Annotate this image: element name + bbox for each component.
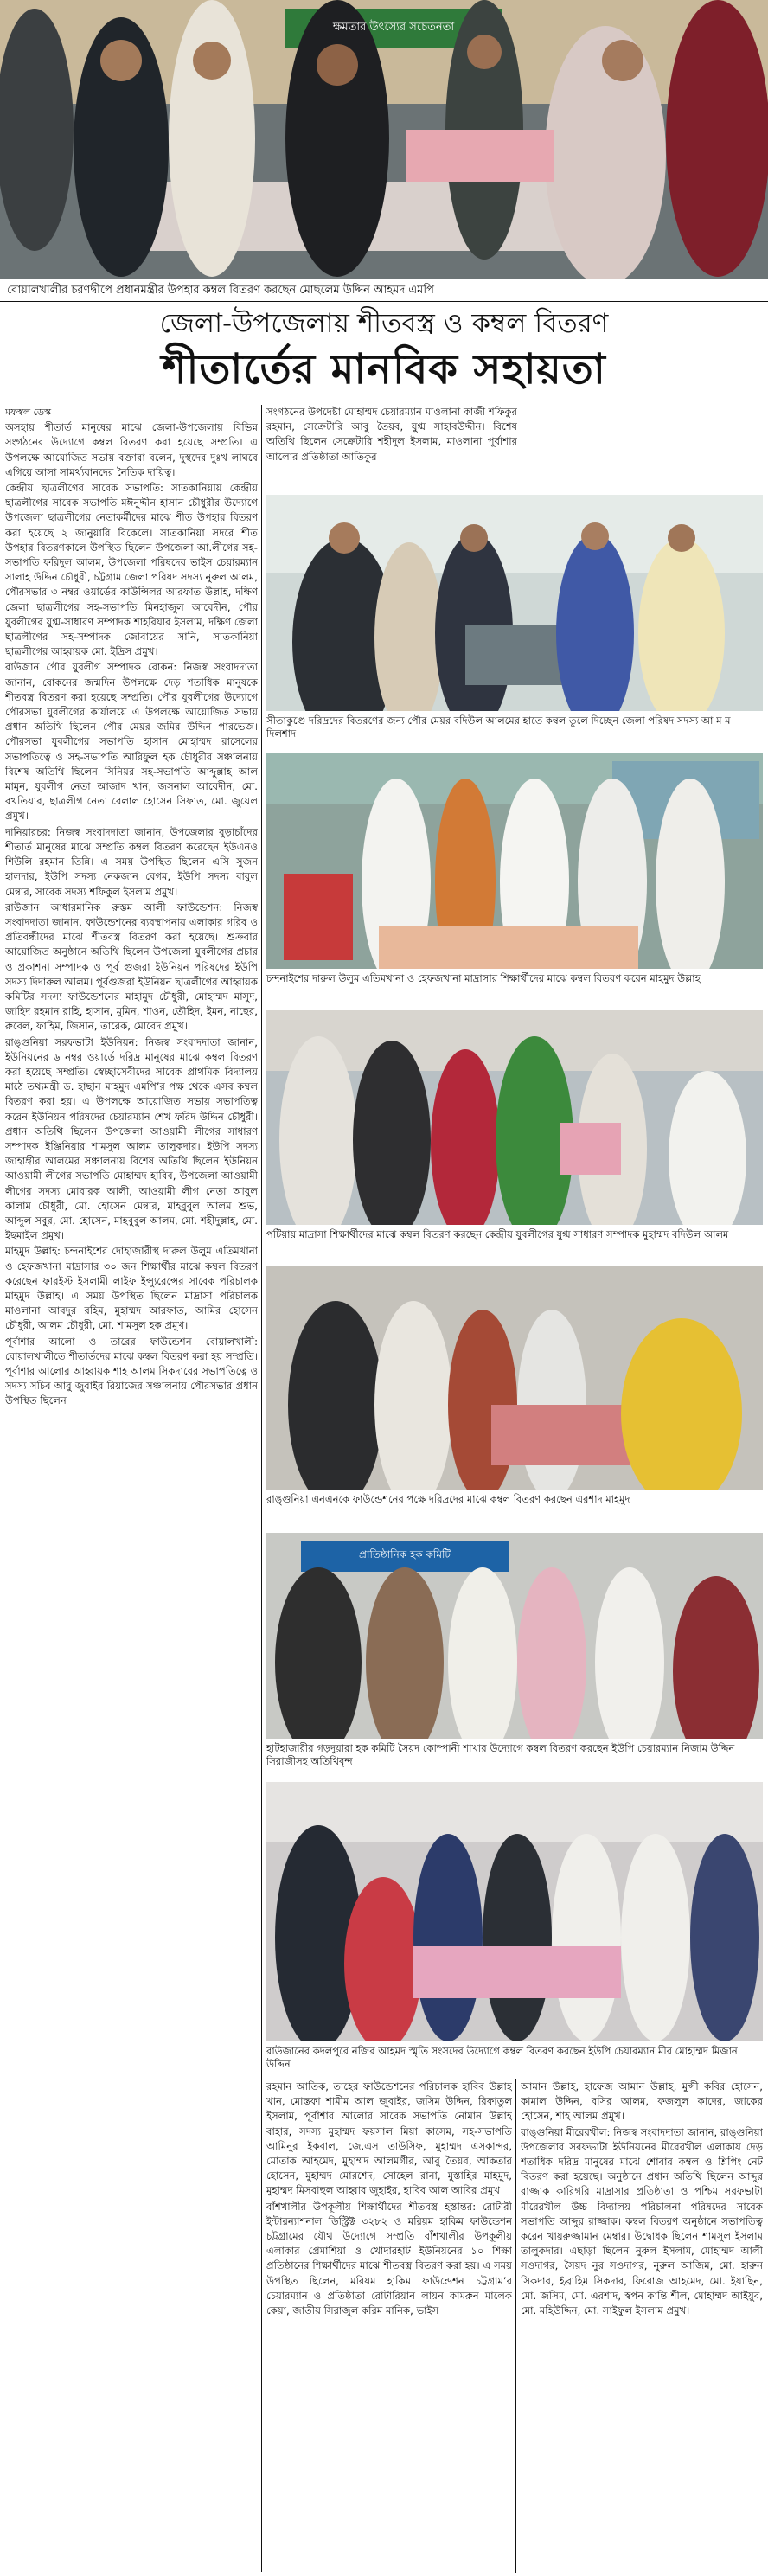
photo-3	[266, 1010, 763, 1225]
divider	[0, 301, 768, 302]
desk-label: মফস্বল ডেস্ক	[5, 407, 52, 418]
paragraph: সংগঠনের উপদেষ্টা মোহাম্মদ চেয়ারম্যান মাওলানা কাজী শফিকুর রহমান, সেক্রেটারি আবু তৈয়ব, যুগ্ম সাহাবউদ্দীন। বিশেষ অতিথি ছিলেন সেক্রেটারি শহীদুল ইসলাম, মাওলানা পূর্বাশার আলোর প্রতিষ্ঠাতা আতিকুর	[266, 406, 517, 463]
paragraph: পূর্বাশার আলো ও তারের ফাউন্ডেশন বোয়ালখালী: বোয়ালখালীতে শীতার্তদের মাঝে কম্বল বিতরণ করা হয় সম্প্রতি। পূর্বাশার আলোর আহ্বায়ক শাহ আলম সিকদারের সভাপতিত্বে ও সদস্য সচিব আবু জুবাইর রিয়াজের সঞ্চালনায় পৌরসভার প্রধান উপস্থিত ছিলেন	[5, 1335, 258, 1407]
kicker: জেলা-উপজেলায় শীতবস্ত্র ও কম্বল বিতরণ	[159, 308, 609, 339]
photo-6	[266, 1782, 763, 2041]
column-3-bottom	[521, 2079, 763, 2573]
paragraph: রহমান আতিক, তাহের ফাউন্ডেশনের পরিচালক হাবিব উল্লাহ খান, মোস্তফা শামীম আল জুবাইর, জসিম উদ্দিন, রিফাতুল ইসলাম, পূর্বাশার আলোর সাবেক সভাপতি নোমান উল্লাহ বাহার, সদস্য মুহাম্মদ ফয়সাল মিয়া কাসেম, সহ-সভাপতি আমিনুর ইকবাল, জে.এস তাউসিফ, মুহাম্মদ এসকান্দর, মোতাক আহমেদ, মুহাম্মদ আলমগীর, আবু তৈয়ব, আকতার হোসেন, মুহাম্মদ মোরশেদ, সোহেল রানা, মুস্তাহির মাহমুদ, মুহাম্মদ মিসবাহুল আহ্বাব জুহাইর, হাবিব আল আবির প্রমুখ।	[266, 2080, 512, 2197]
column-2-bottom	[266, 2079, 512, 2573]
top-photo-caption: বোয়ালখালীর চরণদ্বীপে প্রধানমন্ত্রীর উপহার কম্বল বিতরণ করছেন মোছলেম উদ্দিন আহমদ এমপি	[7, 284, 434, 297]
photo-1	[266, 495, 763, 711]
paragraph: বাঁশখালীর উপকূলীয় শিক্ষার্থীদের শীতবস্ত্র হস্তান্তর: রোটারী ইন্টারন্যাশনাল ডিস্ট্রিক্ট ৩২৮২ ও মরিয়ম হাকিম ফাউন্ডেশন চট্টগ্রামের যৌথ উদ্যোগে সম্প্রতি বাঁশখালীর উপকূলীয় এলাকার প্রেমাশিয়া ও খোদারহাট ইউনিয়নের ১০ শিক্ষা প্রতিষ্ঠানের শিক্ষার্থীদের মাঝে শীতবস্ত্র বিতরণ করা হয়। এ সময় উপস্থিত ছিলেন, মরিয়ম হাকিম ফাউন্ডেশন চট্টগ্রাম’র চেয়ারম্যান ও প্রতিষ্ঠাতা রোটারিয়ান লায়ন কামরুন মালেক কেয়া, জাতীয় সিরাজুল করিম মানিক, ভাইস	[266, 2200, 512, 2317]
column-1	[5, 405, 258, 2572]
photo-4	[266, 1266, 763, 1490]
top-photo	[0, 0, 768, 279]
column-divider	[261, 405, 262, 2572]
paragraph: রাঙ্গুনিয়া মীরেরখীল: নিজস্ব সংবাদদাতা জানান, রাঙ্গুনিয়া উপজেলার সরফভাটা ইউনিয়নের মীরেরখীল এলাকায় দেড় শতাধিক দরিদ্র মানুষের মাঝে শোবার কম্বল ও শ্লিপিং নেট বিতরণ করা হয়েছে। অনুষ্ঠানে প্রধান অতিথি ছিলেন আব্দুর রাজ্জাক কারিগরি মাদ্রাসার প্রতিষ্ঠাতা ও পশ্চিম সরফভাটা মীরেরখীল উচ্চ বিদ্যালয় পরিচালনা পরিষদের সাবেক সভাপতি আব্দুর রাজ্জাক। কম্বল বিতরণ অনুষ্ঠানে সভাপতিত্ব করেন খায়রুজ্জামান মেম্বার। উদ্বোধক ছিলেন শামসুল ইসলাম তালুকদার। এছাড়া ছিলেন নুরুল ইসলাম, মোহাম্মদ আলী সওদাগর, সৈয়দ নুর সওদাগর, নুরুল আজিম, মো. হারুন সিকদার, ইব্রাহিম সিকদার, ফিরোজ আহমেদ, মো. ইয়াছিন, মো. জসিম, মো. এরশাদ, স্বপন কান্তি শীল, মোহাম্মদ আইয়ুব, মো. মহিউদ্দিন, মো. সাইফুল ইসলাম প্রমুখ।	[521, 2125, 763, 2317]
photo-4-caption: রাঙ্গুনিয়া এনএনকে ফাউন্ডেশনের পক্ষে দরিদ্রদের মাঝে কম্বল বিতরণ করছেন এরশাদ মাহমুদ	[266, 1493, 630, 1505]
paragraph: মাহমুদ উল্লাহ: চন্দনাইশের দোহাজারীস্থ দারুল উলুম এতিমখানা ও হেফজখানা মাদ্রাসার ৩০ জন শিক্ষার্থীর মাঝে কম্বল বিতরণ করেছেন ফারইস্ট ইসলামী লাইফ ইন্স্যুরেন্সের সাবেক পরিচালক মাহমুদ উল্লাহ। এ সময় উপস্থিত ছিলেন মাদ্রাসা পরিচালক মাওলানা আবদুর রহিম, মুহাম্মদ আরফাত, আমির হোসেন চৌধুরী, আলম চৌধুরী, মো. শামসুল হক প্রমুখ।	[5, 1245, 258, 1332]
paragraph: অসহায় শীতার্ত মানুষের মাঝে জেলা-উপজেলায় বিভিন্ন সংগঠনের উদ্যোগে কম্বল বিতরণ করা হয়েছে সম্প্রতি। এ উপলক্ষে আয়োজিত সভায় বক্তারা বলেন, দুস্থদের দুঃখ লাঘবে এগিয়ে আসা সামর্থ্যবানদের নৈতিক দায়িত্ব।	[5, 421, 258, 478]
photo-6-caption: রাউজানের কদলপুরে নজির আহমদ স্মৃতি সংসদের উদ্যোগে কম্বল বিতরণ করছেন ইউপি চেয়ারম্যান মীর মোহাম্মদ মিজান উদ্দিন	[266, 2045, 738, 2070]
photo-2	[266, 753, 763, 969]
paragraph: রাঙ্গুনিয়া সরফভাটা ইউনিয়ন: নিজস্ব সংবাদদাতা জানান, ইউনিয়নের ৬ নম্বর ওয়ার্ডে দরিদ্র মানুষের মাঝে কম্বল বিতরণ করা হয়েছে সম্প্রতি। স্বেচ্ছাসেবীদের সাবেক প্রাথমিক বিদ্যালয় মাঠে তথ্যমন্ত্রী ড. হাছান মাহমুদ এমপি’র পক্ষ থেকে এসব কম্বল বিতরণ করা হয়। এ উপলক্ষে আয়োজিত সভায় সভাপতিত্ব করেন ইউনিয়ন পরিষদের চেয়ারম্যান শেখ ফরিদ উদ্দিন চৌধুরী। প্রধান অতিথি ছিলেন উপজেলা আওয়ামী লীগের সাধারণ সম্পাদক ইঞ্জিনিয়ার শামসুল আলম তালুকদার। ইউপি সদস্য জাহাঙ্গীর আলমের সঞ্চালনায় বিশেষ অতিথি ছিলেন ইউনিয়ন আওয়ামী লীগের সভাপতি মোহাম্মদ হাবিব, উপজেলা আওয়ামী লীগের সদস্য মোবারক আলী, আওয়ামী লীগ নেতা আবুল কালাম চৌধুরী, মো. হোসেন মেম্বার, মাহবুবুল আলম শুভ, আব্দুল সবুর, মো. হোসেন, মাহবুবুল আলম, মো. শহীদুল্লাহ, মো. ইছমাইল প্রমুখ।	[5, 1035, 258, 1242]
photo-5	[266, 1533, 763, 1739]
column-3-top	[522, 405, 763, 491]
column-2-top	[266, 405, 517, 491]
photo-2-caption: চন্দনাইশের দারুল উলুম এতিমখানা ও হেফজখানা মাদ্রাসার শিক্ষার্থীদের মাঝে কম্বল বিতরণ করেন মাহমুদ উল্লাহ	[266, 972, 701, 984]
photo-3-caption: পটিয়ায় মাদ্রাসা শিক্ষার্থীদের মাঝে কম্বল বিতরণ করছেন কেন্দ্রীয় যুবলীগের যুগ্ম সাধারণ সম্পাদক মুহাম্মদ বদিউল আলম	[266, 1228, 729, 1240]
paragraph: রাউজান পৌর যুবলীগ সম্পাদক রোকন: নিজস্ব সংবাদদাতা জানান, রোকনের জন্মদিন উপলক্ষে দেড় শতাধিক মানুষকে শীতবস্ত্র বিতরণ করা হয়েছে সম্প্রতি। পৌর যুবলীগের উদ্যোগে পৌরসভা যুবলীগের কার্যালয়ে এ উপলক্ষে আয়োজিত সভায় প্রধান অতিথি ছিলেন পৌর মেয়র জমির উদ্দিন পারভেজ। পৌরসভা যুবলীগের সভাপতি হাসান মোহাম্মদ রাসেলের সভাপতিত্বে ও সহ-সভাপতি আরিফুল হক চৌধুরীর সঞ্চালনায় বিশেষ অতিথি ছিলেন সিনিয়র সহ-সভাপতি আব্দুল্লাহ আল মামুন, যুবলীগ নেতা আজাদ খান, জসনাল আবেদীন, মো. বখতিয়ার, ছাত্রলীগ নেতা বেলাল হোসেন সিফাত, মো. জুয়েল প্রমুখ।	[5, 661, 258, 823]
column-divider	[515, 2079, 516, 2573]
paragraph: দানিয়ারচর: নিজস্ব সংবাদদাতা জানান, উপজেলার বুড়াচাঁদের শীতার্ত মানুষের মাঝে সম্প্রতি কম্বল বিতরণ করেছেন ইউএনও শিউলি রহমান তিন্নি। এ সময় উপস্থিত ছিলেন এসি সুজন হালদার, ইউপি সদস্য নেকজান বেগম, ইউপি সদস্য বাবুল মেম্বার, সাবেক সদস্য শফিকুল ইসলাম প্রমুখ।	[5, 825, 258, 898]
top-banner-text: ক্ষমতার উৎস্যের সচেতনতা	[332, 21, 455, 34]
photo-5-caption: হাটহাজারীর গড়দুয়ারা হক কমিটি সৈয়দ কোম্পানী শাখার উদ্যোগে কম্বল বিতরণ করছেন ইউপি চেয়ারম্যান নিজাম উদ্দিন সিরাজীসহ অতিথিবৃন্দ	[266, 1742, 735, 1767]
paragraph: রাউজান আধারমানিক রুস্তম আলী ফাউন্ডেশন: নিজস্ব সংবাদদাতা জানান, ফাউন্ডেশনের ব্যবস্থাপনায় এলাকার গরিব ও প্রতিবন্ধীদের মাঝে শীতবস্ত্র বিতরণ করা হয়েছে। শুক্রবার আয়োজিত অনুষ্ঠানে অতিথি ছিলেন উপজেলা যুবলীগের প্রচার ও প্রকাশনা সম্পাদক ও পূর্ব গুজরা ইউনিয়ন পরিষদের ইউপি সদস্য দিদারুল আলম। পূর্বগুজরা ইউনিয়ন ছাত্রলীগের আহ্বায়ক কমিটির সদস্য ফাউন্ডেশনের মাহামুদ চৌধুরী, মোহাম্মদ মাসুদ, জাহিদ রহমান রাহি, হাসান, মুমিন, শাওন, তৌহিদ, ইমন, নাছের, রুবেল, ফাহিম, জিসান, তারেক, মোবেদ প্রমুখ।	[5, 900, 258, 1033]
photo-4-banner: প্রাতিষ্ঠানিক হক কমিটি	[359, 1548, 451, 1560]
photo-1-caption: সীতাকুণ্ডে দরিদ্রদের বিতরণের জন্য পৌর মেয়র বদিউল আলমের হাতে কম্বল তুলে দিচ্ছেন জেলা পরিষদ সদস্য আ ম ম দিলশাদ	[266, 714, 731, 740]
headline: শীতার্তের মানবিক সহায়তা	[162, 345, 606, 394]
paragraph: আমান উল্লাহ, হাফেজ আমান উল্লাহ, মুন্সী কবির হোসেন, কামাল উদ্দিন, বসির আলম, ফজলুল কাদের, জাকের হোসেন, শাহ আলম প্রমুখ।	[521, 2080, 763, 2123]
paragraph: কেন্দ্রীয় ছাত্রলীগের সাবেক সভাপতি: সাতকানিয়ায় কেন্দ্রীয় ছাত্রলীগের সাবেক সভাপতি মঈনুদ্দীন হাসান চৌধুরীর উদ্যোগে উপজেলা ছাত্রলীগের নেতাকর্মীদের মাঝে শীত উপহার বিতরণ করা হয়েছে ২ জানুয়ারি বিকেলে। সাতকানিয়া সদরে শীত উপহার বিতরণকালে উপস্থিত ছিলেন উপজেলা আ.লীগের সহ-সভাপতি ফরিদুল আলম, উপজেলা পরিষদের ভাইস চেয়ারম্যান সালাহ উদ্দিন চৌধুরী, চট্টগ্রাম জেলা পরিষদ সদস্য নুরুল আলম, পৌরসভার ৩ নম্বর ওয়ার্ডের কাউন্সিলর আরফাত উল্লাহ, দক্ষিণ জেলা ছাত্রলীগের সহ-সভাপতি মিনহাজুল আবেদীন, পৌর যুবলীগের যুগ্ম-সাধারণ সম্পাদক শাহরিয়ার ইসলাম, দক্ষিণ জেলা ছাত্রলীগের সহ-সম্পাদক জোবায়ের সানি, সাতকানিয়া ছাত্রলীগের আহ্বায়ক মো. ইদ্রিস প্রমুখ।	[5, 482, 258, 658]
